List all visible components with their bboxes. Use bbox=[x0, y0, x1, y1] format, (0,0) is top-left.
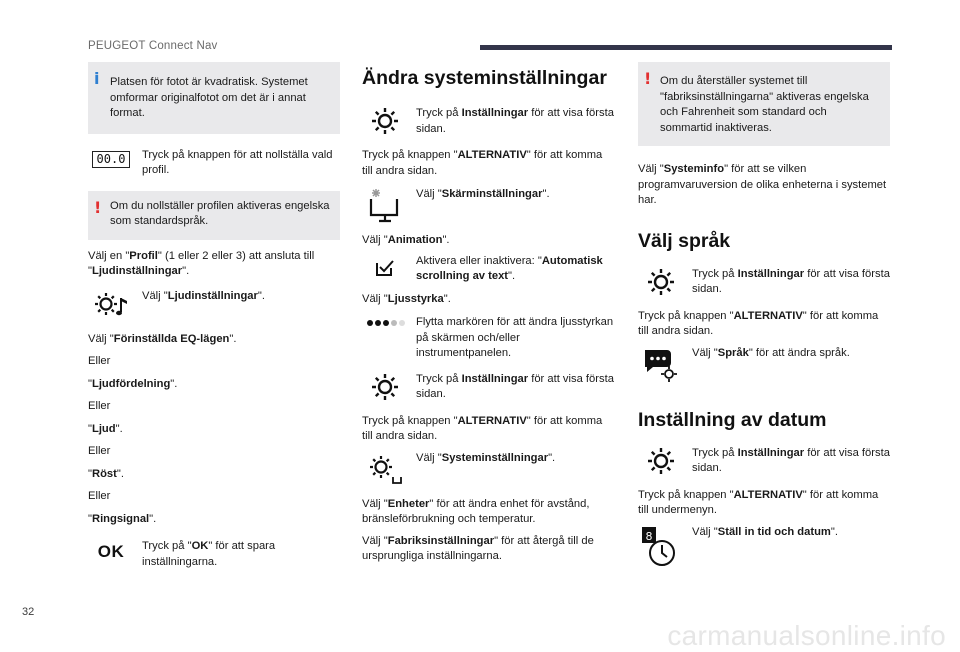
brightness-slider-icon[interactable] bbox=[362, 318, 408, 354]
profile-instruction: Välj en "Profil" (1 eller 2 eller 3) att ansluta till "Ljudinställningar". bbox=[88, 249, 315, 277]
header-title: PEUGEOT Connect Nav bbox=[88, 40, 218, 52]
settings-audio-icon bbox=[88, 288, 134, 324]
warning-note-factory: ! Om du återställer systemet till "fabriksinställningarna" aktiveras engelska och Fahrenheit som standard och sommartid inaktiveras. bbox=[638, 62, 890, 146]
language-row: Välj "Språk" för att ändra språk. bbox=[638, 346, 890, 386]
column-2: Ändra systeminställningar Tryck på Inställningar för att visa första sidan. Tryck på knappen "ALTERNATIV" för att komma till andra sidan. Välj "Skärminställningar". Välj "Animation". Aktivera eller inaktivera: "Automatisk scrollning av text". Välj "Ljusstyrka". Flytta markören för att ändra ljusstyrkan på skärmen och/eller instrumentpanelen. Tryck på Inställningar för att visa första sidan. Tryck på knappen "ALTERNATIV" för att komma till andra sidan. Välj "Systeminställningar". Välj "Enheter" för att ändra enhet för avstånd, bränsleförbrukning och temperatur. Välj "Fabriksinställningar" för att återgå till de ursprungliga inställningarna. bbox=[362, 67, 614, 562]
settings-icon bbox=[638, 265, 684, 301]
lang-settings-row: Tryck på Inställningar för att visa första sidan. bbox=[638, 265, 890, 301]
system-settings-icon bbox=[362, 451, 408, 487]
svg-text:8: 8 bbox=[645, 529, 653, 543]
warning-icon: ! bbox=[94, 197, 102, 217]
calendar-clock-icon bbox=[638, 525, 684, 561]
info-icon: i bbox=[94, 69, 100, 88]
system-settings-row: Välj "Systeminställningar". bbox=[362, 451, 614, 489]
ok-row: OK Tryck på "OK" för att spara inställningarna. bbox=[88, 539, 340, 570]
reset-row: 00.0 Tryck på knappen för att nollställa vald profil. bbox=[88, 148, 340, 179]
warning-note-reset: ! Om du nollställer profilen aktiveras engelska som standardspråk. bbox=[88, 191, 340, 240]
section-title-system: Ändra systeminställningar bbox=[362, 67, 607, 89]
settings-icon bbox=[362, 370, 408, 406]
column-1: i Platsen för fotot är kvadratisk. Systemet omformar originalfotot om det är i annat format. 00.0 Tryck på knappen för att nollställa vald profil. ! Om du nollställer profilen aktiveras engelska som standardspråk. Välj en "Profil" (1 eller 2 eller 3) att ansluta till "Ljudinställningar". Välj "Ljudinställningar". Välj "Förinställda EQ-lägen". Eller "Ljudfördelning". Eller "Ljud". Eller "Röst". Eller "Ringsignal". OK Tryck på "OK" för att spara inställningarna. bbox=[88, 62, 340, 570]
column-3: ! Om du återställer systemet till "fabriksinställningarna" aktiveras engelska och Fahrenheit som standard och sommartid inaktiveras. Välj "Systeminfo" för att se vilken programvaruversion de olika enheterna i systemet har. Välj språk Tryck på Inställningar för att visa första sidan. Tryck på knappen "ALTERNATIV" för att komma till andra sidan. Välj "Språk" för att ändra språk. Inställning av datum Tryck på Inställningar för att visa första sidan. Tryck på knappen "ALTERNATIV" för att komma till undermenyn. 8 Välj "Ställ in tid och datum". bbox=[638, 62, 890, 569]
section-title-date: Inställning av datum bbox=[638, 408, 827, 431]
header-bar bbox=[480, 45, 892, 50]
screen-settings-row: Välj "Skärminställningar". bbox=[362, 187, 614, 227]
screen-settings-icon bbox=[362, 187, 408, 223]
language-icon bbox=[638, 346, 684, 382]
ok-button-icon[interactable]: OK bbox=[97, 542, 125, 561]
warning-icon: ! bbox=[644, 69, 652, 88]
section-title-language: Välj språk bbox=[638, 229, 731, 252]
watermark: carmanualsonline.info bbox=[667, 620, 946, 651]
settings-icon bbox=[638, 444, 684, 480]
scroll-row: Aktivera eller inaktivera: "Automatisk scrollning av text". bbox=[362, 254, 614, 285]
reset-counter-icon: 00.0 bbox=[88, 151, 134, 187]
settings-icon bbox=[362, 104, 408, 140]
brightness-row: Flytta markören för att ändra ljusstyrkan på skärmen och/eller instrumentpanelen. bbox=[362, 315, 614, 362]
audio-settings-row: Välj "Ljudinställningar". bbox=[88, 288, 340, 324]
settings-row-1: Tryck på Inställningar för att visa första sidan. bbox=[362, 104, 614, 140]
checkbox-icon[interactable] bbox=[362, 254, 408, 290]
info-note-photo: i Platsen för fotot är kvadratisk. Systemet omformar originalfotot om det är i annat format. bbox=[88, 62, 340, 134]
date-settings-row: Tryck på Inställningar för att visa första sidan. bbox=[638, 444, 890, 480]
page-number: 32 bbox=[22, 606, 35, 618]
date-time-row: 8 Välj "Ställ in tid och datum". bbox=[638, 525, 890, 569]
settings-row-2: Tryck på Inställningar för att visa första sidan. bbox=[362, 370, 614, 406]
